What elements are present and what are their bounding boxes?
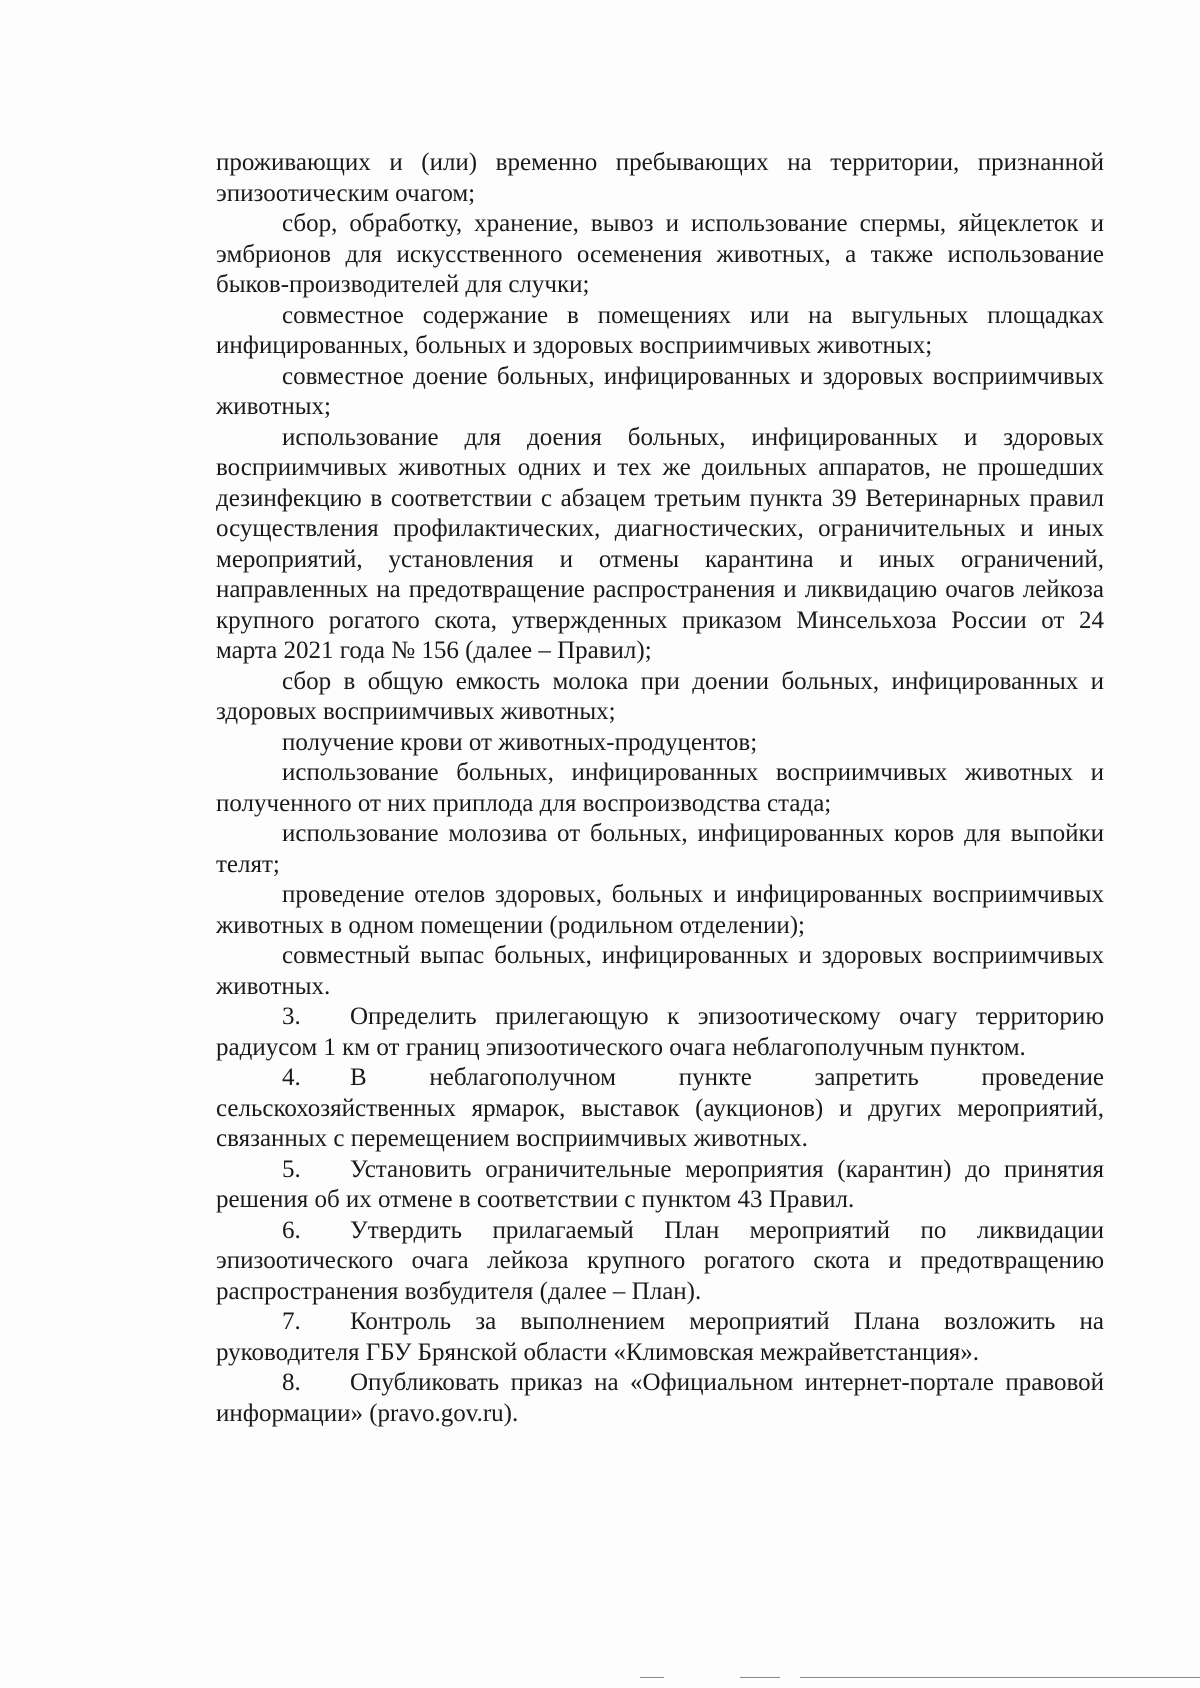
paragraph-text: использование больных, инфицированных восприимчивых животных и полученного от них приплода для воспроизводства стада;: [216, 759, 1104, 817]
paragraph-text: Утвердить прилагаемый План мероприятий по ликвидации эпизоотического очага лейкоза крупного рогатого скота и предотвращению распространения возбудителя (далее – План).: [216, 1216, 1104, 1305]
document-body: [216, 148, 1104, 1429]
paragraph: [216, 758, 1104, 819]
numbered-paragraph: [216, 1368, 1104, 1429]
paragraph-text: проведение отелов здоровых, больных и инфицированных восприимчивых животных в одном помещении (родильном отделении);: [216, 881, 1104, 939]
paragraph: [216, 209, 1104, 301]
paragraph-text: совместное доение больных, инфицированных и здоровых восприимчивых животных;: [216, 362, 1104, 420]
paragraph: [216, 941, 1104, 1002]
paragraph-number: 4.: [282, 1064, 301, 1091]
paragraph-text: совместный выпас больных, инфицированных и здоровых восприимчивых животных.: [216, 942, 1104, 1000]
paragraph-number: 3.: [282, 1003, 301, 1030]
paragraph-text: совместное содержание в помещениях или на выгульных площадках инфицированных, больных и здоровых восприимчивых животных;: [216, 301, 1104, 359]
numbered-paragraph: [216, 1155, 1104, 1216]
paragraph-text: Определить прилегающую к эпизоотическому очагу территорию радиусом 1 км от границ эпизоотического очага неблагополучным пунктом.: [216, 1003, 1104, 1061]
paragraph-text: Опубликовать приказ на «Официальном интернет-портале правовой информации» (pravo.gov.ru).: [216, 1369, 1104, 1427]
paragraph-number: 8.: [282, 1369, 301, 1396]
numbered-paragraph: [216, 1307, 1104, 1368]
paragraph: [216, 423, 1104, 667]
scan-artifact-line: [800, 1677, 1200, 1678]
numbered-paragraph: [216, 1063, 1104, 1155]
scan-artifact-line: [640, 1677, 664, 1678]
paragraph-text: Контроль за выполнением мероприятий Плана возложить на руководителя ГБУ Брянской области «Климовская межрайветстанция».: [216, 1308, 1104, 1366]
paragraph: [216, 819, 1104, 880]
paragraph-text: использование для доения больных, инфицированных и здоровых восприимчивых животных одних и тех же доильных аппаратов, не прошедших дезинфекцию в соответствии с абзацем третьим пункта 39 Ветеринарных правил осуществления профилактических, диагностических, ограничительных и иных мероприятий, установления и отмены карантина и иных ограничений, направленных на предотвращение распространения и ликвидацию очагов лейкоза крупного рогатого скота, утвержденных приказом Минсельхоза России от 24 марта 2021 года № 156 (далее – Правил);: [216, 423, 1104, 664]
paragraph-text: сбор, обработку, хранение, вывоз и использование спермы, яйцеклеток и эмбрионов для искусственного осеменения животных, а также использование быков-производителей для случки;: [216, 210, 1104, 298]
paragraph-text: Установить ограничительные мероприятия (карантин) до принятия решения об их отмене в соответствии с пунктом 43 Правил.: [216, 1155, 1104, 1213]
paragraph-text: В неблагополучном пункте запретить проведение сельскохозяйственных ярмарок, выставок (аукционов) и других мероприятий, связанных с перемещением восприимчивых животных.: [216, 1064, 1104, 1152]
numbered-paragraph: [216, 1216, 1104, 1308]
paragraph-number: 7.: [282, 1308, 301, 1335]
paragraph: [216, 667, 1104, 728]
paragraph: [216, 362, 1104, 423]
paragraph-text: использование молозива от больных, инфицированных коров для выпойки телят;: [216, 820, 1104, 878]
paragraph: [216, 148, 1104, 209]
paragraph-text: сбор в общую емкость молока при доении больных, инфицированных и здоровых восприимчивых животных;: [216, 667, 1104, 725]
paragraph: [216, 301, 1104, 362]
paragraph: [216, 880, 1104, 941]
paragraph-number: 5.: [282, 1155, 301, 1183]
paragraph-text: проживающих и (или) временно пребывающих на территории, признанной эпизоотическим очагом;: [216, 149, 1104, 207]
numbered-paragraph: [216, 1002, 1104, 1063]
paragraph: [216, 728, 1104, 759]
paragraph-text: получение крови от животных-продуцентов;: [282, 728, 758, 756]
scan-artifact-line: [740, 1677, 780, 1678]
paragraph-number: 6.: [282, 1216, 301, 1244]
